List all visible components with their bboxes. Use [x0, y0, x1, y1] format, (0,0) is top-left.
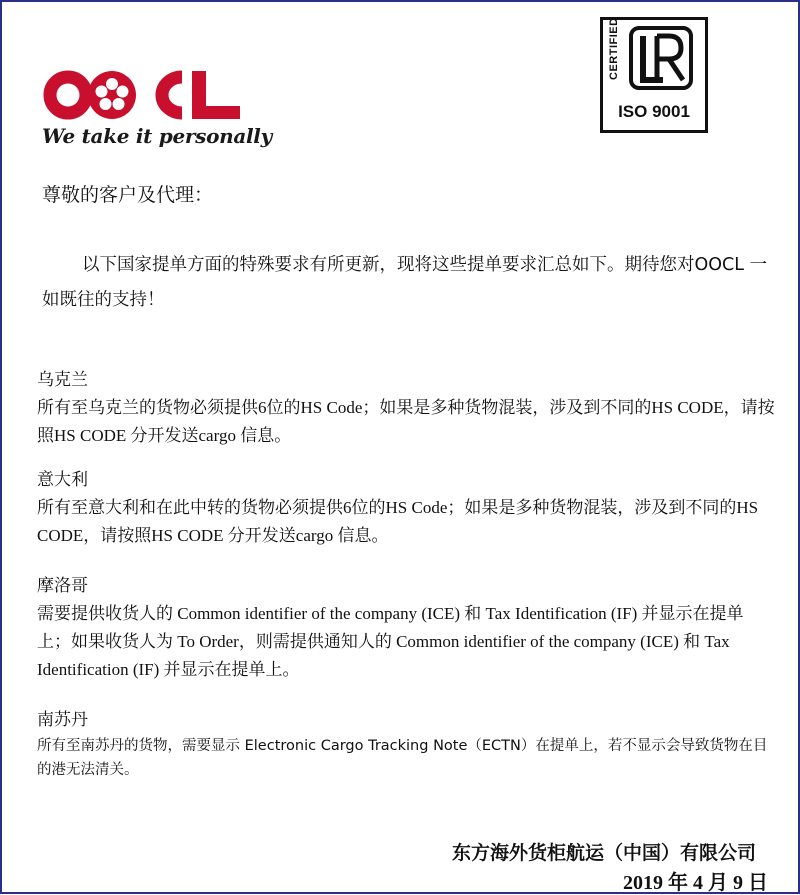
lr-logo-icon — [629, 26, 693, 90]
logo-tagline: We take it personally — [42, 124, 272, 148]
section-morocco — [37, 572, 777, 684]
section-title: 乌克兰 — [37, 370, 88, 390]
letter-intro: 以下国家提单方面的特殊要求有所更新，现将这些提单要求汇总如下。期待您对OOCL 一如既往的支持！ — [42, 255, 768, 310]
signature-company: 东方海外货柜航运（中国）有限公司 — [451, 842, 756, 864]
certified-label: CERTIFIED — [608, 17, 620, 80]
section-italy — [37, 466, 777, 550]
section-body: 所有至意大利和在此中转的货物必须提供6位的HS Code；如果是多种货物混装，涉及到不同的HS CODE，请按照HS CODE 分开发送cargo 信息。 — [37, 498, 759, 545]
section-south-sudan — [37, 706, 777, 782]
letter-greeting: 尊敬的客户及代理： — [42, 184, 214, 206]
section-body: 所有至南苏丹的货物，需要显示 Electronic Cargo Tracking Note（ECTN）在提单上，若不显示会导致货物在目的港无法清关。 — [37, 738, 768, 778]
section-title: 南苏丹 — [37, 710, 88, 730]
section-ukraine — [37, 366, 777, 450]
section-body: 所有至乌克兰的货物必须提供6位的HS Code；如果是多种货物混装，涉及到不同的HS CODE，请按照HS CODE 分开发送cargo 信息。 — [37, 398, 775, 445]
oocl-logo-mark — [42, 68, 242, 122]
signature-date: 2019 年 4 月 9 日 — [623, 872, 768, 894]
iso-standard: ISO 9001 — [618, 102, 690, 121]
section-title: 意大利 — [37, 470, 88, 490]
section-body: 需要提供收货人的 Common identifier of the company (ICE) 和 Tax Identification (IF) 并显示在提单上；如果收货人为 To Order，则需提供通知人的 Common identifier of the company (ICE) 和 Tax Identification (IF) 并显示在提单上。 — [37, 604, 744, 679]
oocl-logo — [42, 68, 282, 148]
iso-certification-badge — [600, 17, 708, 133]
section-title: 摩洛哥 — [37, 576, 88, 596]
